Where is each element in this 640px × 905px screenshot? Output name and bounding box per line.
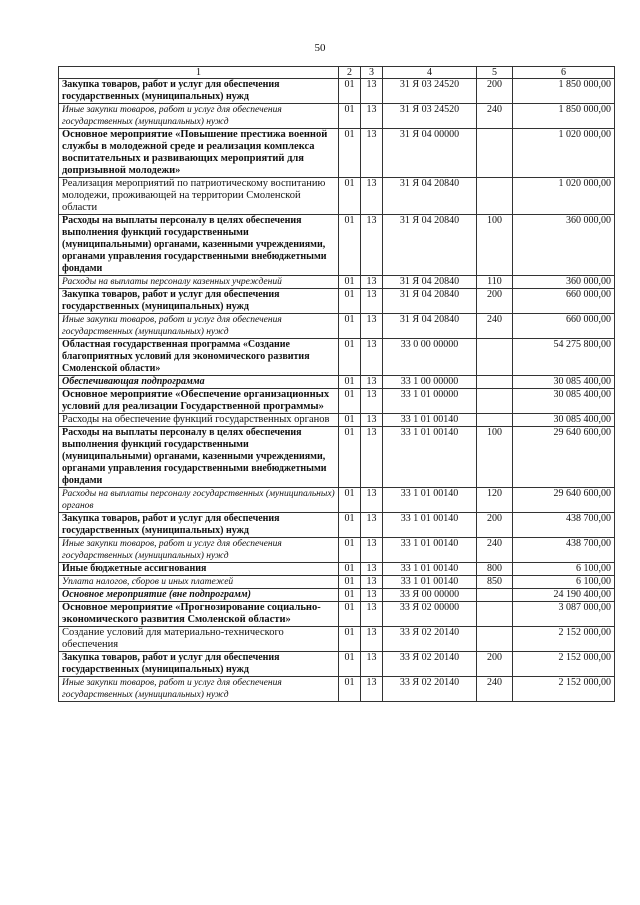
table-row [59, 488, 615, 513]
row-expense-type-cell [477, 178, 513, 215]
row-amount-cell: 360 000,00 [513, 215, 615, 276]
row-expense-type-cell: 200 [477, 289, 513, 314]
row-amount-cell: 30 085 400,00 [513, 376, 615, 389]
row-name-cell: Основное мероприятие (вне подпрограмм) [59, 589, 339, 602]
row-amount-cell: 29 640 600,00 [513, 488, 615, 513]
row-subsection-cell: 13 [361, 427, 383, 488]
header-col-1: 1 [59, 67, 339, 79]
row-name-cell: Иные закупки товаров, работ и услуг для обеспечения государственных (муниципальных) нужд [59, 104, 339, 129]
row-target-code-cell: 31 Я 04 20840 [383, 314, 477, 339]
row-subsection-cell: 13 [361, 215, 383, 276]
row-section-cell: 01 [339, 389, 361, 414]
row-target-code-cell: 31 Я 04 20840 [383, 215, 477, 276]
row-subsection-cell: 13 [361, 129, 383, 178]
row-expense-type-cell: 110 [477, 276, 513, 289]
row-section-cell: 01 [339, 538, 361, 563]
row-section-cell: 01 [339, 589, 361, 602]
row-expense-type-cell [477, 414, 513, 427]
table-row [59, 589, 615, 602]
row-target-code-cell: 33 Я 00 00000 [383, 589, 477, 602]
row-target-code-cell: 31 Я 04 20840 [383, 276, 477, 289]
row-section-cell: 01 [339, 104, 361, 129]
row-subsection-cell: 13 [361, 289, 383, 314]
row-target-code-cell: 33 1 01 00000 [383, 389, 477, 414]
table-row [59, 652, 615, 677]
row-expense-type-cell [477, 627, 513, 652]
table-row [59, 627, 615, 652]
row-target-code-cell: 31 Я 04 20840 [383, 289, 477, 314]
row-target-code-cell: 33 1 01 00140 [383, 576, 477, 589]
row-amount-cell: 1 850 000,00 [513, 104, 615, 129]
table-row [59, 79, 615, 104]
row-amount-cell: 2 152 000,00 [513, 652, 615, 677]
row-target-code-cell: 31 Я 04 00000 [383, 129, 477, 178]
table-row [59, 215, 615, 276]
table-row [59, 314, 615, 339]
row-subsection-cell: 13 [361, 104, 383, 129]
row-expense-type-cell [477, 589, 513, 602]
table-body [59, 79, 615, 702]
row-amount-cell: 438 700,00 [513, 513, 615, 538]
row-subsection-cell: 13 [361, 376, 383, 389]
table-row [59, 602, 615, 627]
table-row [59, 576, 615, 589]
header-row [59, 67, 615, 79]
row-name-cell: Уплата налогов, сборов и иных платежей [59, 576, 339, 589]
row-amount-cell: 6 100,00 [513, 563, 615, 576]
row-target-code-cell: 33 Я 02 20140 [383, 627, 477, 652]
row-amount-cell: 1 020 000,00 [513, 178, 615, 215]
row-subsection-cell: 13 [361, 589, 383, 602]
row-name-cell: Закупка товаров, работ и услуг для обеспечения государственных (муниципальных) нужд [59, 79, 339, 104]
row-subsection-cell: 13 [361, 677, 383, 702]
row-subsection-cell: 13 [361, 563, 383, 576]
row-amount-cell: 24 190 400,00 [513, 589, 615, 602]
row-amount-cell: 54 275 800,00 [513, 339, 615, 376]
row-section-cell: 01 [339, 563, 361, 576]
row-amount-cell: 2 152 000,00 [513, 677, 615, 702]
row-subsection-cell: 13 [361, 652, 383, 677]
row-expense-type-cell: 200 [477, 652, 513, 677]
row-subsection-cell: 13 [361, 314, 383, 339]
row-name-cell: Расходы на выплаты персоналу в целях обеспечения выполнения функций государственными (муниципальными) органами, казенными учреждениями, органами управления государственными внебюджетными фондами [59, 215, 339, 276]
row-amount-cell: 360 000,00 [513, 276, 615, 289]
row-expense-type-cell: 240 [477, 104, 513, 129]
row-target-code-cell: 33 1 01 00140 [383, 414, 477, 427]
row-expense-type-cell [477, 376, 513, 389]
row-name-cell: Иные бюджетные ассигнования [59, 563, 339, 576]
row-name-cell: Создание условий для материально-технического обеспечения [59, 627, 339, 652]
table-row [59, 414, 615, 427]
table-row [59, 538, 615, 563]
row-target-code-cell: 33 0 00 00000 [383, 339, 477, 376]
row-expense-type-cell: 100 [477, 215, 513, 276]
row-expense-type-cell: 100 [477, 427, 513, 488]
row-expense-type-cell: 850 [477, 576, 513, 589]
row-section-cell: 01 [339, 513, 361, 538]
table-row [59, 276, 615, 289]
row-expense-type-cell [477, 129, 513, 178]
row-target-code-cell: 33 1 00 00000 [383, 376, 477, 389]
row-section-cell: 01 [339, 677, 361, 702]
table-row [59, 677, 615, 702]
table-row [59, 427, 615, 488]
row-amount-cell: 660 000,00 [513, 314, 615, 339]
row-section-cell: 01 [339, 276, 361, 289]
row-section-cell: 01 [339, 339, 361, 376]
row-target-code-cell: 33 Я 02 20140 [383, 677, 477, 702]
table-row [59, 339, 615, 376]
row-expense-type-cell [477, 339, 513, 376]
row-target-code-cell: 33 Я 02 00000 [383, 602, 477, 627]
row-amount-cell: 30 085 400,00 [513, 389, 615, 414]
table-row [59, 289, 615, 314]
row-section-cell: 01 [339, 627, 361, 652]
table-row [59, 513, 615, 538]
row-section-cell: 01 [339, 427, 361, 488]
row-subsection-cell: 13 [361, 627, 383, 652]
header-col-6: 6 [513, 67, 615, 79]
row-subsection-cell: 13 [361, 276, 383, 289]
row-target-code-cell: 33 1 01 00140 [383, 563, 477, 576]
row-subsection-cell: 13 [361, 79, 383, 104]
row-subsection-cell: 13 [361, 513, 383, 538]
row-name-cell: Расходы на выплаты персоналу казенных учреждений [59, 276, 339, 289]
row-name-cell: Основное мероприятие «Прогнозирование социально-экономического развития Смоленской области» [59, 602, 339, 627]
row-target-code-cell: 31 Я 04 20840 [383, 178, 477, 215]
table-row [59, 376, 615, 389]
row-subsection-cell: 13 [361, 389, 383, 414]
row-expense-type-cell: 120 [477, 488, 513, 513]
row-target-code-cell: 33 1 01 00140 [383, 538, 477, 563]
row-name-cell: Расходы на обеспечение функций государственных органов [59, 414, 339, 427]
table-row [59, 129, 615, 178]
row-amount-cell: 29 640 600,00 [513, 427, 615, 488]
row-name-cell: Основное мероприятие «Обеспечение организационных условий для реализации Государственной программы» [59, 389, 339, 414]
row-name-cell: Основное мероприятие «Повышение престижа военной службы в молодежной среде и реализация комплекса воспитательных и развивающих мероприятий для допризывной молодежи» [59, 129, 339, 178]
row-expense-type-cell [477, 389, 513, 414]
row-amount-cell: 1 020 000,00 [513, 129, 615, 178]
row-amount-cell: 6 100,00 [513, 576, 615, 589]
row-subsection-cell: 13 [361, 576, 383, 589]
row-expense-type-cell: 800 [477, 563, 513, 576]
row-expense-type-cell [477, 602, 513, 627]
row-section-cell: 01 [339, 414, 361, 427]
row-subsection-cell: 13 [361, 339, 383, 376]
row-target-code-cell: 33 1 01 00140 [383, 488, 477, 513]
row-expense-type-cell: 240 [477, 314, 513, 339]
row-amount-cell: 2 152 000,00 [513, 627, 615, 652]
row-amount-cell: 3 087 000,00 [513, 602, 615, 627]
row-amount-cell: 1 850 000,00 [513, 79, 615, 104]
row-amount-cell: 438 700,00 [513, 538, 615, 563]
table-row [59, 389, 615, 414]
header-col-5: 5 [477, 67, 513, 79]
row-name-cell: Закупка товаров, работ и услуг для обеспечения государственных (муниципальных) нужд [59, 289, 339, 314]
row-section-cell: 01 [339, 178, 361, 215]
row-section-cell: 01 [339, 376, 361, 389]
table-row [59, 563, 615, 576]
row-name-cell: Иные закупки товаров, работ и услуг для обеспечения государственных (муниципальных) нужд [59, 677, 339, 702]
table-row [59, 178, 615, 215]
row-name-cell: Иные закупки товаров, работ и услуг для обеспечения государственных (муниципальных) нужд [59, 314, 339, 339]
row-section-cell: 01 [339, 488, 361, 513]
row-section-cell: 01 [339, 289, 361, 314]
row-section-cell: 01 [339, 602, 361, 627]
row-subsection-cell: 13 [361, 488, 383, 513]
row-section-cell: 01 [339, 215, 361, 276]
budget-table [58, 66, 615, 702]
table-header [59, 67, 615, 79]
row-subsection-cell: 13 [361, 414, 383, 427]
row-target-code-cell: 33 Я 02 20140 [383, 652, 477, 677]
row-name-cell: Областная государственная программа «Создание благоприятных условий для экономического развития Смоленской области» [59, 339, 339, 376]
row-amount-cell: 30 085 400,00 [513, 414, 615, 427]
row-name-cell: Закупка товаров, работ и услуг для обеспечения государственных (муниципальных) нужд [59, 513, 339, 538]
row-section-cell: 01 [339, 129, 361, 178]
row-target-code-cell: 33 1 01 00140 [383, 427, 477, 488]
header-col-4: 4 [383, 67, 477, 79]
row-expense-type-cell: 240 [477, 538, 513, 563]
row-target-code-cell: 31 Я 03 24520 [383, 104, 477, 129]
row-amount-cell: 660 000,00 [513, 289, 615, 314]
page-number: 50 [314, 42, 326, 54]
table-row [59, 104, 615, 129]
row-target-code-cell: 33 1 01 00140 [383, 513, 477, 538]
row-name-cell: Обеспечивающая подпрограмма [59, 376, 339, 389]
row-section-cell: 01 [339, 576, 361, 589]
header-col-2: 2 [339, 67, 361, 79]
row-section-cell: 01 [339, 79, 361, 104]
row-subsection-cell: 13 [361, 538, 383, 563]
row-target-code-cell: 31 Я 03 24520 [383, 79, 477, 104]
row-expense-type-cell: 200 [477, 79, 513, 104]
header-col-3: 3 [361, 67, 383, 79]
row-name-cell: Реализация мероприятий по патриотическому воспитанию молодежи, проживающей на территории Смоленской области [59, 178, 339, 215]
row-expense-type-cell: 240 [477, 677, 513, 702]
row-section-cell: 01 [339, 652, 361, 677]
row-section-cell: 01 [339, 314, 361, 339]
row-name-cell: Расходы на выплаты персоналу государственных (муниципальных) органов [59, 488, 339, 513]
row-name-cell: Закупка товаров, работ и услуг для обеспечения государственных (муниципальных) нужд [59, 652, 339, 677]
row-subsection-cell: 13 [361, 178, 383, 215]
row-expense-type-cell: 200 [477, 513, 513, 538]
row-name-cell: Иные закупки товаров, работ и услуг для обеспечения государственных (муниципальных) нужд [59, 538, 339, 563]
row-name-cell: Расходы на выплаты персоналу в целях обеспечения выполнения функций государственными (муниципальными) органами, казенными учреждениями, органами управления государственными внебюджетными фондами [59, 427, 339, 488]
row-subsection-cell: 13 [361, 602, 383, 627]
